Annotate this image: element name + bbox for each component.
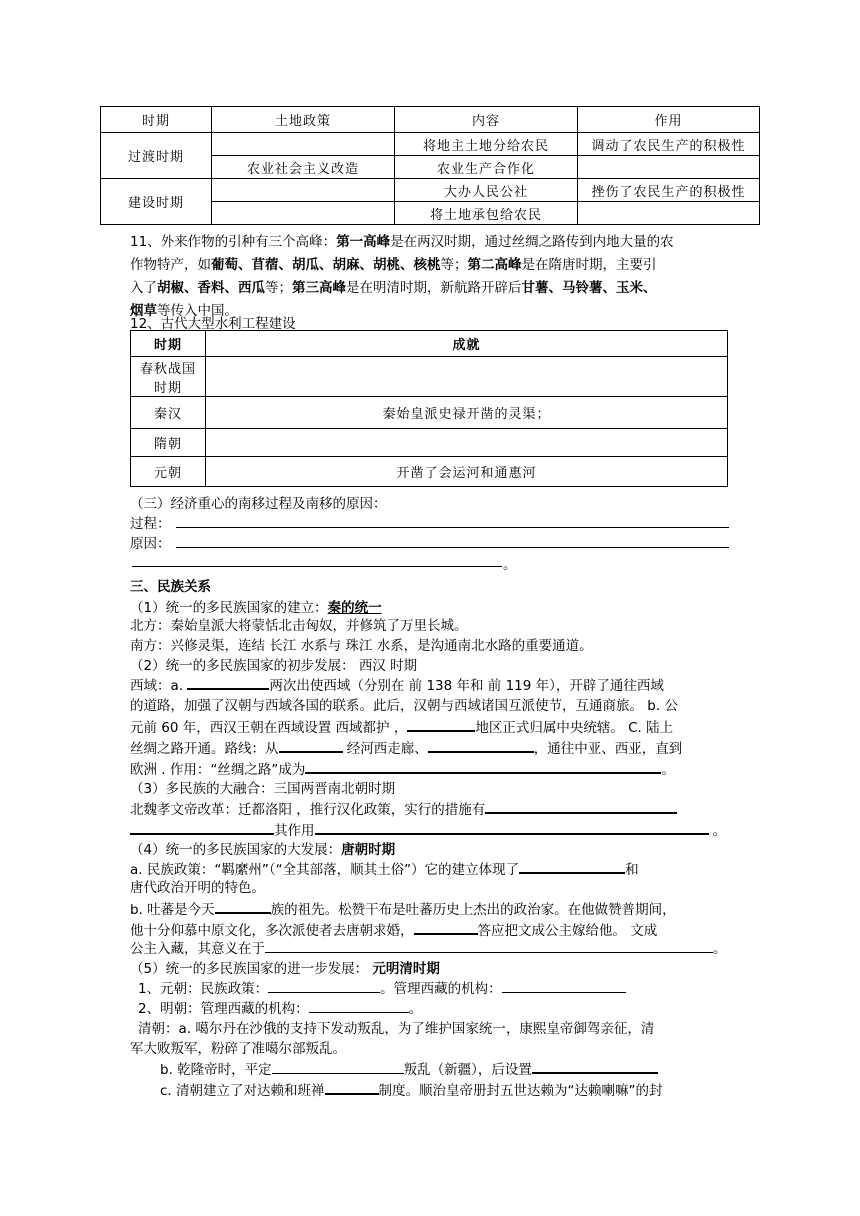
answer-blank[interactable] xyxy=(187,673,269,690)
table-header: 时期 xyxy=(131,331,206,357)
answer-blank[interactable] xyxy=(132,566,502,567)
xiyu-line1: 西域：a. 两次出使西域（分别在 前 138 年和 前 119 年），开辟了通往西域 xyxy=(130,673,664,694)
answer-blank[interactable] xyxy=(414,918,478,935)
table-cell xyxy=(212,202,395,225)
answer-blank[interactable] xyxy=(265,937,713,953)
answer-blank[interactable] xyxy=(130,818,274,835)
table-cell: 挫伤了农民生产的积极性 xyxy=(578,179,760,202)
table-cell xyxy=(206,357,728,397)
table-header: 土地政策 xyxy=(212,107,395,133)
table-header: 成就 xyxy=(206,331,728,357)
answer-blank[interactable] xyxy=(215,897,271,914)
section-heading: 三、民族关系 xyxy=(130,579,211,595)
period-cell: 秦汉 xyxy=(131,397,206,429)
ethnic-s2: （2）统一的多民族国家的初步发展： 西汉 时期 xyxy=(130,658,418,674)
tibet-line1: b. 吐蕃是今天 族的祖先。松赞干布是吐蕃历史上杰出的政治家。在他做赞普期间， xyxy=(130,897,676,918)
answer-blank[interactable] xyxy=(176,527,729,528)
ethnic-s5: （5）统一的多民族国家的进一步发展： 元明清时期 xyxy=(130,961,440,977)
ethnic-north: 北方：秦始皇派大将蒙恬北击匈奴，并修筑了万里长城。 xyxy=(130,618,468,634)
period-cell: 元朝 xyxy=(131,457,206,487)
period-cell: 过渡时期 xyxy=(101,133,212,179)
tibet-line2: 他十分仰慕中原文化，多次派使者去唐朝求婚， 答应把文成公主嫁给他。 文成 xyxy=(130,918,657,939)
answer-blank[interactable] xyxy=(309,997,409,1013)
wei-line2: 其作用 。 xyxy=(130,818,726,839)
land-policy-table xyxy=(100,106,760,225)
table-cell: 农业社会主义改造 xyxy=(212,156,395,179)
answer-blank[interactable] xyxy=(305,757,661,774)
answer-blank[interactable] xyxy=(279,736,343,753)
answer-blank[interactable] xyxy=(532,1057,658,1074)
table-header: 时期 xyxy=(101,107,212,133)
table-cell xyxy=(578,156,760,179)
qing-c-line: c. 清朝建立了对达赖和班禅 制度。顺治皇帝册封五世达赖为“达赖喇嘛”的封 xyxy=(160,1078,663,1099)
table-cell: 农业生产合作化 xyxy=(395,156,578,179)
table-cell: 大办人民公社 xyxy=(395,179,578,202)
ethnic-s4: （4）统一的多民族国家的大发展：唐朝时期 xyxy=(130,842,396,858)
para11-line1: 11、外来作物的引种有三个高峰：第一高峰是在两汉时期，通过丝绸之路传到内地大量的农 xyxy=(130,234,674,250)
water-projects-table xyxy=(130,330,728,487)
xiyu-line3: 元前 60 年，西汉王朝在西域设置 西域都护 ， 地区正式归属中央统辖。 C. 陆上 xyxy=(130,715,673,736)
period-cell: 建设时期 xyxy=(101,179,212,225)
xiyu-line5: 欧洲 . 作用：“丝绸之路”成为 。 xyxy=(130,757,675,778)
para11-line2: 作物特产，如葡萄、苜蓿、胡瓜、胡麻、胡桃、核桃等；第二高峰是在隋唐时期，主要引 xyxy=(130,257,657,273)
yuan-line: 1、元朝：民族政策： 。管理西藏的机构： xyxy=(138,977,626,997)
para12-title: 12、古代大型水利工程建设 xyxy=(130,316,296,332)
answer-blank[interactable] xyxy=(407,715,475,732)
table-cell: 秦始皇派史禄开凿的灵渠； xyxy=(206,397,728,429)
answer-blank[interactable] xyxy=(268,977,380,993)
ethnic-south: 南方：兴修灵渠，连结 长江 水系与 珠江 水系，是沟通南北水路的重要通道。 xyxy=(130,638,593,654)
ethnic-s1: （1）统一的多民族国家的建立：秦的统一 xyxy=(130,600,382,616)
answer-blank[interactable] xyxy=(272,1058,404,1074)
table-cell xyxy=(212,133,395,156)
economy-title: （三）经济重心的南移过程及南移的原因： xyxy=(130,496,387,512)
table-header: 作用 xyxy=(578,107,760,133)
table-cell xyxy=(578,202,760,225)
table-cell xyxy=(206,429,728,457)
table-cell: 将地主土地分给农民 xyxy=(395,133,578,156)
qing-line1: 清朝：a. 噶尔丹在沙俄的支持下发动叛乱，为了维护国家统一，康熙皇帝御驾亲征，清 xyxy=(138,1021,655,1037)
wei-line1: 北魏孝文帝改革：迁都洛阳 ，推行汉化政策，实行的措施有 xyxy=(130,797,677,818)
table-cell: 调动了农民生产的积极性 xyxy=(578,133,760,156)
qing-b-line: b. 乾隆帝时，平定 叛乱（新疆），后设置 xyxy=(160,1057,658,1078)
table-cell xyxy=(212,179,395,202)
xiyu-line4: 丝绸之路开通。路线：从 经河西走廊、 ，通往中亚、西亚，直到 xyxy=(130,736,682,757)
answer-blank[interactable] xyxy=(485,797,677,814)
period-mark: 。 xyxy=(503,557,517,573)
economy-process-label: 过程： xyxy=(130,516,171,532)
answer-blank[interactable] xyxy=(315,818,709,835)
para11-line3: 入了胡椒、香料、西瓜等；第三高峰是在明清时期，新航路开辟后甘薯、马铃薯、玉米、 xyxy=(130,280,657,296)
table-cell: 开凿了会运河和通惠河 xyxy=(206,457,728,487)
tang-line1: a. 民族政策：“羁縻州”（“全其部落，顺其土俗”）它的建立体现了 和 xyxy=(130,857,639,878)
economy-reason-label: 原因： xyxy=(130,536,171,552)
answer-blank[interactable] xyxy=(502,977,626,993)
table-header: 内容 xyxy=(395,107,578,133)
tang-line2: 唐代政治开明的特色。 xyxy=(130,880,265,896)
answer-blank[interactable] xyxy=(519,857,625,874)
answer-blank[interactable] xyxy=(325,1078,379,1095)
period-cell: 春秋战国 时期 xyxy=(131,357,206,397)
answer-blank[interactable] xyxy=(176,547,729,548)
qing-line2: 军大败叛军，粉碎了准噶尔部叛乱。 xyxy=(130,1041,346,1057)
ethnic-s3: （3）多民族的大融合：三国两晋南北朝时期 xyxy=(130,781,396,797)
para11-line4: 烟草等传入中国。 xyxy=(130,303,238,319)
period-cell: 隋朝 xyxy=(131,429,206,457)
tibet-line3: 公主入藏，其意义在于 。 xyxy=(130,937,727,957)
table-cell: 将土地承包给农民 xyxy=(395,202,578,225)
ming-line: 2、明朝：管理西藏的机构： 。 xyxy=(138,997,422,1017)
xiyu-line2: 的道路，加强了汉朝与西域各国的联系。此后，汉朝与西域诸国互派使节，互通商旅。 b. 公 xyxy=(130,698,678,714)
answer-blank[interactable] xyxy=(428,736,534,753)
